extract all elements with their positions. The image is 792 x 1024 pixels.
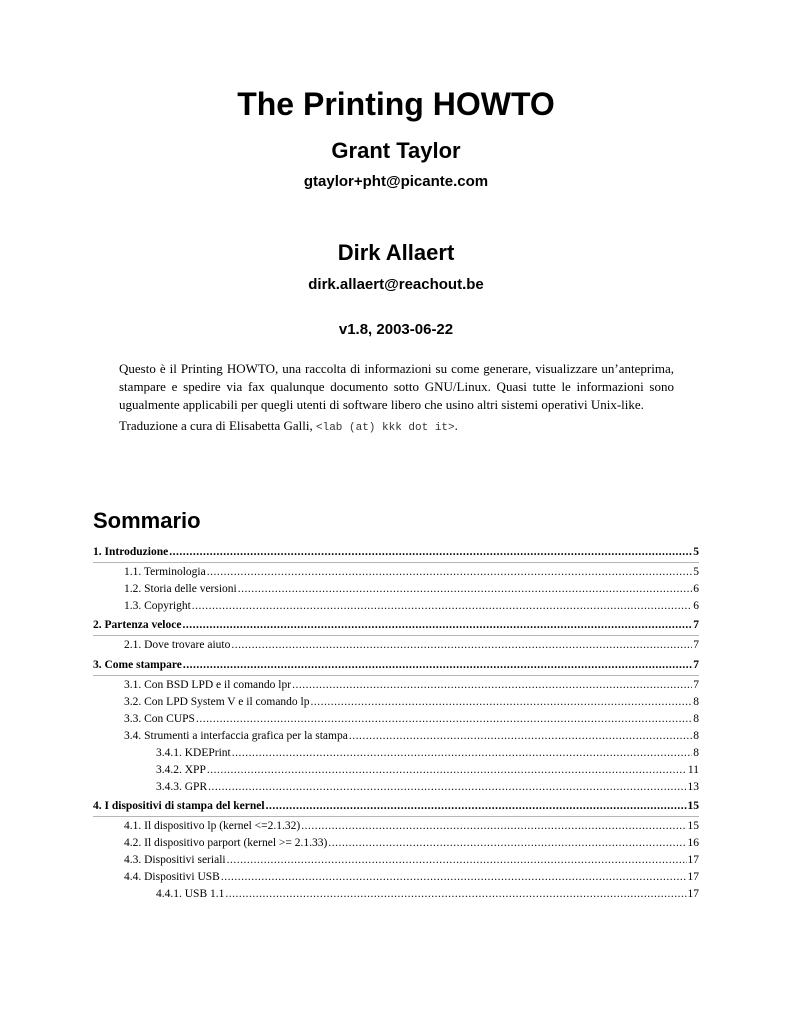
toc-entry[interactable] — [156, 746, 699, 761]
document-title: The Printing HOWTO — [237, 86, 555, 122]
toc-entry-label: 4.3. Dispositivi seriali — [124, 854, 226, 866]
toc-leader — [227, 853, 687, 868]
toc-page-number: 7 — [693, 619, 699, 631]
toc-page-number: 7 — [693, 679, 699, 691]
toc-leader — [221, 870, 687, 885]
toc-page-number: 5 — [693, 546, 699, 558]
toc-leader — [207, 763, 687, 778]
toc-leader — [169, 545, 692, 560]
toc-entry-label: 2. Partenza veloce — [93, 619, 182, 631]
toc-entry-label: 1.1. Terminologia — [124, 566, 206, 578]
toc-entry-label: 1. Introduzione — [93, 546, 169, 558]
toc-divider — [93, 675, 699, 676]
toc-page-number: 17 — [687, 854, 699, 866]
translation-suffix: . — [454, 418, 458, 433]
toc-leader — [192, 599, 692, 614]
toc-entry[interactable] — [93, 799, 699, 814]
toc-entry-label: 4.1. Il dispositivo lp (kernel <=2.1.32) — [124, 820, 301, 832]
toc-entry[interactable] — [124, 599, 699, 614]
toc-page-number: 13 — [687, 781, 699, 793]
toc-entry[interactable] — [124, 853, 699, 868]
toc-entry-label: 3.4.1. KDEPrint — [156, 747, 231, 759]
toc-entry-label: 3.4.3. GPR — [156, 781, 208, 793]
toc-entry-label: 1.2. Storia delle versioni — [124, 583, 237, 595]
toc-entry-label: 3.2. Con LPD System V e il comando lp — [124, 696, 310, 708]
toc-entry[interactable] — [124, 836, 699, 851]
toc-page-number: 17 — [687, 888, 699, 900]
toc-entry[interactable] — [124, 819, 699, 834]
toc-entry[interactable] — [124, 695, 699, 710]
toc-page-number: 17 — [687, 871, 699, 883]
toc-entry[interactable] — [124, 582, 699, 597]
toc-entry-label: 3.1. Con BSD LPD e il comando lpr — [124, 679, 292, 691]
toc-leader — [208, 780, 686, 795]
toc-leader — [266, 799, 687, 814]
author-name: Grant Taylor — [331, 138, 461, 163]
toc-page-number: 6 — [693, 583, 699, 595]
toc-page-number: 7 — [693, 639, 699, 651]
toc-heading: Sommario — [93, 508, 201, 533]
toc-entry-label: 3.4. Strumenti a interfaccia grafica per la stampa — [124, 730, 348, 742]
toc-entry-label: 4.4.1. USB 1.1 — [156, 888, 225, 900]
toc-page-number: 8 — [693, 730, 699, 742]
toc-page-number: 15 — [687, 820, 699, 832]
toc-page-number: 16 — [687, 837, 699, 849]
toc-entry[interactable] — [124, 870, 699, 885]
toc-leader — [238, 582, 693, 597]
toc-leader — [301, 819, 686, 834]
toc-divider — [93, 562, 699, 563]
toc-entry-label: 1.3. Copyright — [124, 600, 191, 612]
toc-divider — [93, 635, 699, 636]
toc-leader — [207, 565, 693, 580]
toc-entry-label: 4.2. Il dispositivo parport (kernel >= 2.1.33) — [124, 837, 328, 849]
document-version: v1.8, 2003-06-22 — [338, 321, 454, 338]
toc-entry[interactable] — [93, 658, 699, 673]
toc-page-number: 8 — [693, 696, 699, 708]
toc-entry-label: 4. I dispositivi di stampa del kernel — [93, 800, 265, 812]
toc-leader — [196, 712, 692, 727]
toc-entry[interactable] — [124, 565, 699, 580]
toc-entry-label: 4.4. Dispositivi USB — [124, 871, 220, 883]
toc-entry[interactable] — [93, 545, 699, 560]
author-name: Dirk Allaert — [337, 240, 455, 265]
toc-entry-label: 2.1. Dove trovare aiuto — [124, 639, 231, 651]
toc-page-number: 7 — [693, 659, 699, 671]
toc-page-number: 8 — [693, 747, 699, 759]
abstract-paragraph: Questo è il Printing HOWTO, una raccolta di informazioni su come generare, visualizzare un’anteprima, stampare e spedire via fax qualunque documento sotto GNU/Linux. Quasi tutte le informazioni sono ugualmente applicabili per quegli utenti di software libero che usino altri sistemi operativi Unix-like. — [119, 361, 674, 412]
toc-entry[interactable] — [156, 887, 699, 902]
toc-leader — [328, 836, 686, 851]
translation-prefix: Traduzione a cura di Elisabetta Galli, — [119, 418, 316, 433]
toc-entry-label: 3. Come stampare — [93, 659, 182, 671]
toc-entry[interactable] — [156, 763, 699, 778]
toc-entry[interactable] — [124, 712, 699, 727]
toc-entry[interactable] — [93, 618, 699, 633]
toc-leader — [311, 695, 693, 710]
toc-entry[interactable] — [124, 729, 699, 744]
toc-page-number: 11 — [687, 764, 699, 776]
toc-leader — [183, 658, 692, 673]
toc-entry-label: 3.3. Con CUPS — [124, 713, 195, 725]
toc-page-number: 8 — [693, 713, 699, 725]
author-email: gtaylor+pht@picante.com — [303, 173, 489, 190]
toc-leader — [225, 887, 686, 902]
translator-email: <lab (at) kkk dot it> — [316, 422, 455, 434]
toc-leader — [231, 638, 692, 653]
toc-entry-label: 3.4.2. XPP — [156, 764, 206, 776]
toc-entry[interactable] — [124, 678, 699, 693]
toc-page-number: 5 — [693, 566, 699, 578]
toc-page-number: 6 — [693, 600, 699, 612]
translation-credit — [119, 417, 674, 437]
toc-leader — [232, 746, 693, 761]
toc-page-number: 15 — [687, 800, 699, 812]
toc-leader — [182, 618, 692, 633]
toc-entry[interactable] — [124, 638, 699, 653]
toc-leader — [292, 678, 692, 693]
toc-entry[interactable] — [156, 780, 699, 795]
author-email: dirk.allaert@reachout.be — [308, 276, 484, 293]
toc-divider — [93, 816, 699, 817]
toc-leader — [349, 729, 692, 744]
